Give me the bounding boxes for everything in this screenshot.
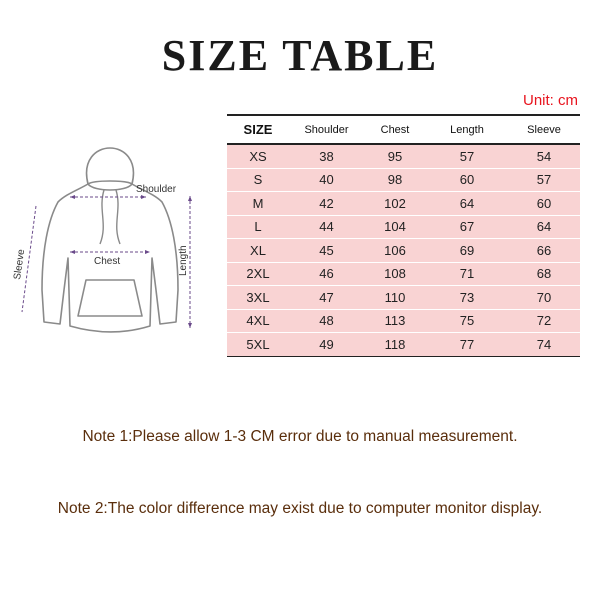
cell-sleeve: 60 bbox=[508, 192, 580, 216]
cell-size: XS bbox=[227, 144, 289, 168]
cell-shoulder: 38 bbox=[289, 144, 364, 168]
table-header-row bbox=[227, 115, 580, 144]
cell-size: 4XL bbox=[227, 309, 289, 333]
cell-size: 5XL bbox=[227, 333, 289, 357]
cell-chest: 102 bbox=[364, 192, 426, 216]
table-row bbox=[227, 215, 580, 239]
chest-label: Chest bbox=[94, 256, 121, 267]
cell-shoulder: 48 bbox=[289, 309, 364, 333]
cell-length: 64 bbox=[426, 192, 508, 216]
cell-chest: 110 bbox=[364, 286, 426, 310]
cell-length: 71 bbox=[426, 262, 508, 286]
cell-shoulder: 42 bbox=[289, 192, 364, 216]
cell-length: 77 bbox=[426, 333, 508, 357]
cell-length: 75 bbox=[426, 309, 508, 333]
cell-shoulder: 47 bbox=[289, 286, 364, 310]
header-length: Length bbox=[426, 115, 508, 144]
cell-chest: 98 bbox=[364, 168, 426, 192]
cell-sleeve: 54 bbox=[508, 144, 580, 168]
header-shoulder: Shoulder bbox=[289, 115, 364, 144]
cell-size: S bbox=[227, 168, 289, 192]
cell-shoulder: 45 bbox=[289, 239, 364, 263]
cell-size: 2XL bbox=[227, 262, 289, 286]
table-row bbox=[227, 168, 580, 192]
cell-chest: 113 bbox=[364, 309, 426, 333]
cell-size: 3XL bbox=[227, 286, 289, 310]
cell-size: M bbox=[227, 192, 289, 216]
size-table bbox=[227, 114, 580, 357]
cell-length: 69 bbox=[426, 239, 508, 263]
table-row bbox=[227, 192, 580, 216]
note-1: Note 1:Please allow 1-3 CM error due to manual measurement. bbox=[82, 428, 518, 445]
table-row bbox=[227, 309, 580, 333]
header-chest: Chest bbox=[364, 115, 426, 144]
cell-length: 60 bbox=[426, 168, 508, 192]
length-label: Length bbox=[178, 245, 189, 276]
table-row bbox=[227, 333, 580, 357]
cell-length: 57 bbox=[426, 144, 508, 168]
cell-sleeve: 70 bbox=[508, 286, 580, 310]
cell-sleeve: 72 bbox=[508, 309, 580, 333]
cell-shoulder: 40 bbox=[289, 168, 364, 192]
cell-sleeve: 68 bbox=[508, 262, 580, 286]
header-size: SIZE bbox=[227, 115, 289, 144]
cell-sleeve: 66 bbox=[508, 239, 580, 263]
shoulder-label: Shoulder bbox=[136, 184, 177, 195]
unit-label: Unit: cm bbox=[522, 92, 578, 109]
cell-chest: 106 bbox=[364, 239, 426, 263]
table-row bbox=[227, 239, 580, 263]
cell-sleeve: 64 bbox=[508, 215, 580, 239]
page-title: SIZE TABLE bbox=[161, 31, 439, 80]
hoodie-icon bbox=[8, 140, 208, 350]
cell-chest: 118 bbox=[364, 333, 426, 357]
sleeve-label: Sleeve bbox=[12, 248, 28, 281]
table-row bbox=[227, 144, 580, 168]
table-row bbox=[227, 286, 580, 310]
cell-chest: 95 bbox=[364, 144, 426, 168]
header-sleeve: Sleeve bbox=[508, 115, 580, 144]
cell-shoulder: 49 bbox=[289, 333, 364, 357]
cell-shoulder: 46 bbox=[289, 262, 364, 286]
cell-length: 73 bbox=[426, 286, 508, 310]
hoodie-measurement-diagram bbox=[8, 140, 208, 350]
table-row bbox=[227, 262, 580, 286]
cell-length: 67 bbox=[426, 215, 508, 239]
note-2: Note 2:The color difference may exist due to computer monitor display. bbox=[57, 500, 543, 517]
cell-sleeve: 57 bbox=[508, 168, 580, 192]
cell-chest: 104 bbox=[364, 215, 426, 239]
cell-shoulder: 44 bbox=[289, 215, 364, 239]
cell-size: L bbox=[227, 215, 289, 239]
cell-size: XL bbox=[227, 239, 289, 263]
cell-sleeve: 74 bbox=[508, 333, 580, 357]
cell-chest: 108 bbox=[364, 262, 426, 286]
